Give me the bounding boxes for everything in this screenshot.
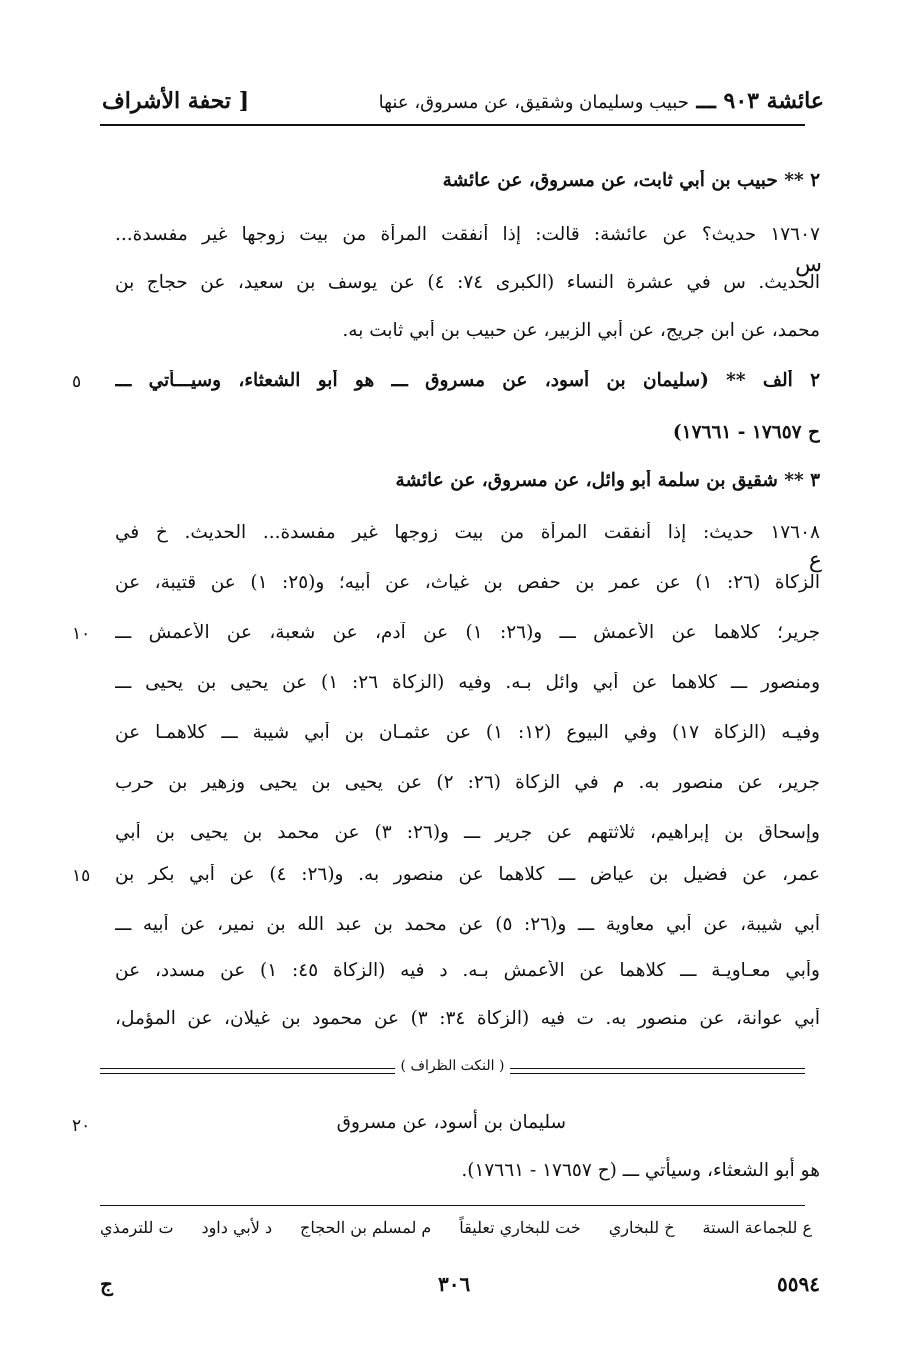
running-header-right xyxy=(379,88,824,114)
hadith-line: وأبي معـاويـة ـــ كلاهما عن الأعمش بـه. د فيه (الزكاة ٤٥: ١) عن مسدد، عن xyxy=(115,960,820,981)
nukat-text: هو أبو الشعثاء، وسيأتي ـــ (ح ١٧٦٥٧ - ١٧٦٦١). xyxy=(461,1160,820,1181)
hadith-line: الزكاة (٢٦: ١) عن عمر بن حفص بن غياث، عن أبيه؛ و(٢٥: ١) عن قتيبة، عن xyxy=(115,572,820,593)
hadith-line: عمر، عن فضيل بن عياض ـــ كلاهما عن منصور به. و(٢٦: ٤) عن أبي بكر بن xyxy=(115,864,820,885)
side-symbol: ع xyxy=(808,548,822,573)
line-number: ٢٠ xyxy=(72,1116,91,1136)
nukat-divider xyxy=(100,1060,805,1082)
section-heading: ٢ ألف ** (سليمان بن أسود، عن مسروق ـــ هو أبو الشعثاء، وسيـــأتي ـــ xyxy=(115,370,820,391)
hadith-line: ومنصور ـــ كلاهما عن أبي وائل بـه. وفيه (الزكاة ٢٦: ١) عن يحيى بن يحيى ـــ xyxy=(115,672,820,693)
nukat-label: ( النكت الظراف ) xyxy=(395,1058,511,1074)
hadith-line: محمد، عن ابن جريج، عن أبي الزبير، عن حبيب بن أبي ثابت به. xyxy=(342,320,820,341)
abbreviation-item: خت للبخاري تعليقاً xyxy=(459,1218,581,1237)
hadith-line: الحديث. س في عشرة النساء (الكبرى ٧٤: ٤) عن يوسف بن سعيد، عن حجاج بن xyxy=(115,272,820,293)
section-heading: ٢ ** حبيب بن أبي ثابت، عن مسروق، عن عائشة xyxy=(442,170,820,191)
running-title: عائشة ٩٠٣ ـــ xyxy=(696,88,824,114)
hadith-line: أبي شيبة، عن أبي معاوية ـــ و(٢٦: ٥) عن محمد بن عبد الله بن نمير، عن أبيه ـــ xyxy=(115,914,820,935)
hadith-line: جرير، عن منصور به. م في الزكاة (٢٦: ٢) عن يحيى بن يحيى وزهير بن حرب xyxy=(115,772,820,793)
hadith-line: جرير؛ كلاهما عن الأعمش ـــ و(٢٦: ١) عن آدم، عن شعبة، عن الأعمش ـــ xyxy=(115,622,820,643)
page-number: ٣٠٦ xyxy=(438,1272,471,1296)
hadith-line: وإسحاق بن إبراهيم، ثلاثتهم عن جرير ـــ و(٢٦: ٣) عن محمد بن يحيى بن أبي xyxy=(115,822,820,843)
line-number: ١٥ xyxy=(72,866,91,886)
line-number: ٥ xyxy=(72,372,82,392)
abbreviation-item: م لمسلم بن الحجاج xyxy=(300,1218,432,1237)
hadith-line: ١٧٦٠٨ حديث: إذا أنفقت المرأة من بيت زوجها غير مفسدة... الحديث. خ في xyxy=(115,522,820,543)
hadith-line: أبي عوانة، عن منصور به. ت فيه (الزكاة ٣٤: ٣) عن محمود بن غيلان، عن المؤمل، xyxy=(115,1008,820,1029)
running-topic: حبيب وسليمان وشقيق، عن مسروق، عنها xyxy=(378,92,689,113)
line-number: ١٠ xyxy=(72,624,91,644)
footnote-rule xyxy=(100,1205,805,1206)
abbreviation-item: ت للترمذي xyxy=(100,1218,174,1237)
abbreviation-item: خ للبخاري xyxy=(608,1218,675,1237)
volume-mark: ج xyxy=(100,1272,113,1296)
nukat-heading: سليمان بن أسود، عن مسروق xyxy=(336,1112,566,1133)
abbreviation-key xyxy=(100,1218,812,1237)
hadith-line: ١٧٦٠٧ حديث؟ عن عائشة: قالت: إذا أنفقت المرأة من بيت زوجها غير مفسدة... xyxy=(115,224,820,245)
header-rule xyxy=(100,124,805,126)
abbreviation-item: د لأبي داود xyxy=(201,1218,273,1237)
abbreviation-item: ع للجماعة الستة xyxy=(702,1218,812,1237)
section-heading: ٣ ** شقيق بن سلمة أبو وائل، عن مسروق، عن عائشة xyxy=(395,470,820,491)
side-symbol: س xyxy=(795,252,822,277)
sequence-number: ٥٥٩٤ xyxy=(777,1272,820,1296)
hadith-line: وفيـه (الزكاة ١٧) وفي البيوع (١٢: ١) عن عثمـان بن أبي شيبة ـــ كلاهمـا عن xyxy=(115,722,820,743)
running-header-left: [ تحفة الأشراف xyxy=(102,88,250,114)
cross-reference: ح ١٧٦٥٧ - ١٧٦٦١) xyxy=(672,422,820,443)
